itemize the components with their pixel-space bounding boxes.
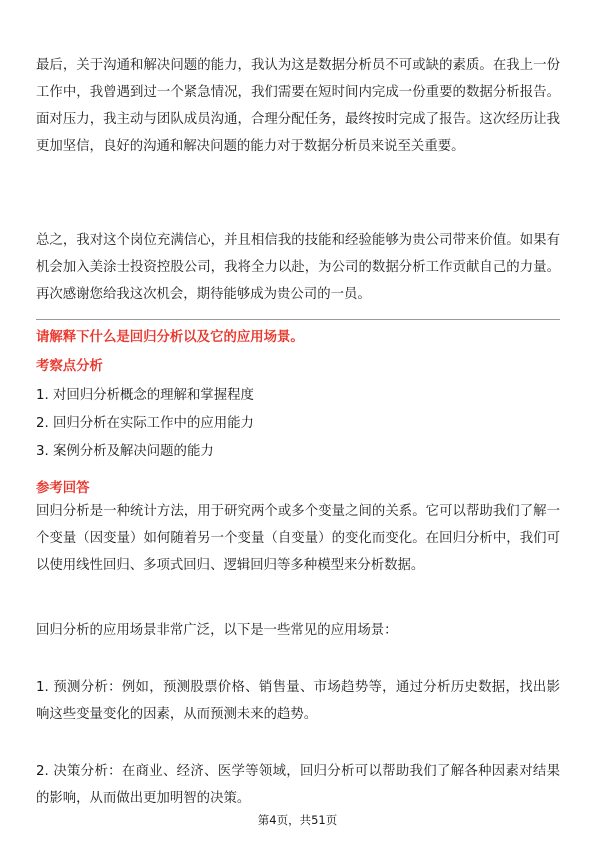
page-number: 第4页，共51页 (257, 813, 338, 827)
paragraph-text: 回归分析的应用场景非常广泛，以下是一些常见的应用场景： (36, 623, 398, 638)
analysis-item: 1. 对回归分析概念的理解和掌握程度 (36, 388, 254, 403)
paragraph-text: 2. 决策分析：在商业、经济、医学等领域，回归分析可以帮助我们了解各种因素对结果的影响，从而做出更加明智的决策。 (36, 764, 560, 806)
answer-paragraph-2 (36, 617, 560, 644)
analysis-section (36, 356, 560, 466)
paragraph-text: 最后，关于沟通和解决问题的能力，我认为这是数据分析员不可或缺的素质。在我上一份工作中，我曾遇到过一个紧急情况，我们需要在短时间内完成一份重要的数据分析报告。面对压力，我主动与团队成员沟通，合理分配任务，最终按时完成了报告。这次经历让我更加坚信，良好的沟通和解决问题的能力对于数据分析员来说至关重要。 (36, 58, 560, 154)
section-divider (36, 319, 560, 320)
answer-section (36, 478, 560, 500)
paragraph-text: 回归分析是一种统计方法，用于研究两个或多个变量之间的关系。它可以帮助我们了解一个变量（因变量）如何随着另一个变量（自变量）的变化而变化。在回归分析中，我们可以使用线性回归、多项式回归、逻辑回归等多种模型来分析数据。 (36, 504, 560, 573)
answer-paragraph-4 (36, 758, 560, 812)
question-text: 请解释下什么是回归分析以及它的应用场景。 (36, 330, 304, 345)
analysis-heading: 考察点分析 (36, 359, 103, 374)
closing-paragraph-1 (36, 52, 560, 160)
paragraph-text: 1. 预测分析：例如，预测股票价格、销售量、市场趋势等，通过分析历史数据，找出影响这些变量变化的因素，从而预测未来的趋势。 (36, 680, 560, 722)
answer-paragraph-1 (36, 498, 560, 579)
answer-paragraph-3 (36, 674, 560, 728)
analysis-item: 3. 案例分析及解决问题的能力 (36, 444, 214, 459)
paragraph-text: 总之，我对这个岗位充满信心，并且相信我的技能和经验能够为贵公司带来价值。如果有机会加入美涂士投资控股公司，我将全力以赴，为公司的数据分析工作贡献自己的力量。再次感谢您给我这次机会，期待能够成为贵公司的一员。 (36, 233, 560, 302)
closing-paragraph-2 (36, 227, 560, 308)
answer-heading: 参考回答 (36, 481, 90, 496)
question-title (36, 326, 560, 350)
analysis-item: 2. 回归分析在实际工作中的应用能力 (36, 416, 254, 431)
